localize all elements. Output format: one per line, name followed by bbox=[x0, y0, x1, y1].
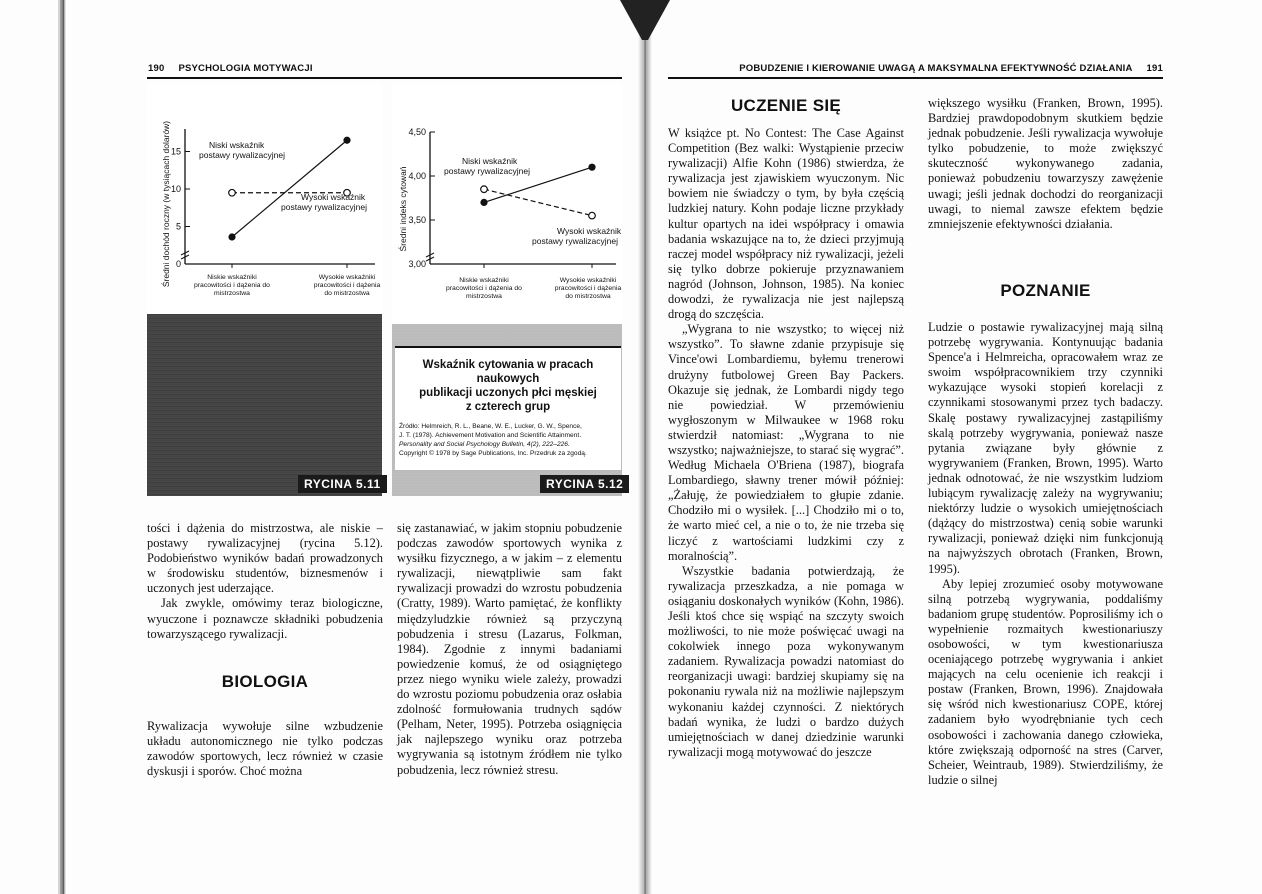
fig511-point-high-1 bbox=[228, 233, 235, 240]
heading-uczenie-sie: UCZENIE SIĘ bbox=[730, 96, 842, 115]
left-page-column-1-biologia bbox=[147, 719, 383, 779]
fig512-low-label-2: postawy rywalizacyjnej bbox=[444, 166, 530, 176]
scan-left-edge bbox=[0, 0, 100, 894]
fig511-xcat1-l1: Niskie wskaźniki bbox=[207, 274, 257, 281]
right-col2-paragraph-2: Aby lepiej zrozumieć osoby motywowane silną potrzebą wygrywania, poddaliśmy badaniom grupę studentów. Poprosiliśmy ich o wypełnienie rozmaitych kwestionariuszy osobowości, w tym kwestionariusza oceniającego potrzebę wygrywania i ankiet mających na celu ocenienie ich reakcji i postaw (Franken, Brown, 1996). Znajdowała się wśród nich kwestionariusz COPE, której zadaniem było wyodrębnianie tych cech osobowości i zachowania danego człowieka, które zwiększają odporność na stres (Carver, Scheier, Weintraub, 1989). Stwierdziliśmy, że ludzie o silnej bbox=[928, 576, 1163, 787]
f511-y-tick-label-1: 10 bbox=[170, 184, 181, 194]
fig512-high-label-1: Wysoki wskaźnik bbox=[557, 226, 622, 236]
fig511-xcat2-l2: pracowitości i dążenia bbox=[313, 282, 381, 289]
left-running-head bbox=[148, 63, 313, 74]
heading-biologia: BIOLOGIA bbox=[221, 672, 309, 691]
right-col1-paragraph-1: W książce pt. No Contest: The Case Against Competition (Bez walki: Wystąpienie przeciw rywalizacji) Alfie Kohn (1986) stwierdza, że rywalizacja jest zjawiskiem wyuczonym. Nic bowiem nie świadczy o tym, by była częścią ludzkiej natury. Kohn podaje liczne przykłady kultur opartych na idei współpracy i omawia badania wskazujące na to, że dzieci przyjmują raczej model współpracy niż rywalizacji, jeżeli się tylko dobrze pokieruje przyznawaniem nagród (Johnson, Johnson, 1985). Na koniec dowodzi, że rywalizacja nie jest najlepszą drogą do szczęścia. bbox=[668, 126, 904, 322]
fig511-xcat2-l1: Wysokie wskaźniki bbox=[318, 274, 376, 281]
f512-y-tick-label-0: 4,50 bbox=[408, 127, 426, 137]
f512-y-tick-label-3: 3,00 bbox=[408, 259, 426, 269]
right-col1-paragraph-2: „Wygrana to nie wszystko; to więcej niż wszystko”. To sławne zdanie przypisuje się Vince'owi Lombardiemu, byłemu trenerowi drużyny futbolowej Green Bay Packers. Okazuje się jednak, że Lombardi nigdy tego nie powiedział. W przemówieniu wygłoszonym w Milwaukee w 1968 roku stwierdził natomiast: „Wygrana to nie wszystko; najważniejsze, to starać się wygrać”. Według Michaela O'Briena (1987), biografa Lombardiego, sławny trener mówił później: „Żałuję, że powiedziałem to głupie zdanie. Chodziło mi o wysiłek. [...] Chodziło mi o to, że warto mieć cel, a nie o to, że nie trzeba się liczyć z wartościami ludzkimi czy z moralnością”. bbox=[668, 322, 904, 563]
left-page-column-2 bbox=[397, 521, 622, 778]
figure-512-caption bbox=[395, 346, 621, 470]
fig511-low-label-2: postawy rywalizacyjnej bbox=[199, 150, 285, 160]
right-page-column-2-intro bbox=[928, 96, 1163, 232]
fig511-y-axis-label: Średni dochód roczny (w tysiącach dolarów) bbox=[161, 120, 171, 288]
fig511-low-label-1: Niski wskaźnik bbox=[209, 140, 265, 150]
right-col2-paragraph-1: Ludzie o postawie rywalizacyjnej mają silną potrzebę wygrywania. Kontynuując badania Spence'a i Helmreicha, opracowałem wraz ze swoim współpracownikiem trzy czynniki wykazujące wysoki stopień korelacji z czynnikami stosowanymi przez tych badaczy. Skalę postawy rywalizacyjnej zastąpiliśmy skalą potrzeby wygrywania, ponieważ nasze pytania związane były głównie z wygrywaniem (Franken, Brown, 1995). Warto jednak odnotować, że nie wszystkim ludziom lubiącym rywalizację zależy na wygrywaniu; niektórzy ludzie o wysokich umiejętnościach (dążący do mistrzostwa) cenią sobie warunki rywalizacji, ponieważ dzięki nim funkcjonują na najwyższych obrotach (Franken, Brown, 1995). bbox=[928, 320, 1163, 576]
right-running-head bbox=[739, 63, 1163, 74]
fig512-high-label-2: postawy rywalizacyjnej bbox=[532, 236, 618, 246]
fig512-y-axis-label: Średni indeks cytowań bbox=[398, 166, 408, 252]
left-running-title: PSYCHOLOGIA MOTYWACJI bbox=[178, 63, 313, 74]
left-col2-paragraph: się zastanawiać, w jakim stopniu pobudzenie podczas zawodów sportowych wynika z wysiłku fizycznego, a w jakim – z elementu rywalizacji, niewątpliwie sam fakt rywalizacji prowadzi do wzrostu pobudzenia (Cratty, 1989). Warto pamiętać, że konflikty międzyludzkie również są przyczyną pobudzenia i stresu (Lazarus, Folkman, 1984). Zgodnie z innymi badaniami powiedzenie komuś, że od osiągniętego przez niego wyniku wiele zależy, prowadzi do wzrostu poziomu pobudzenia oraz osłabia zdolność formułowania trudnych sądów (Pelham, Neter, 1995). Potrzeba osiągnięcia jak najlepszego wyniku oraz potrzeba wygrywania są istotnym źródłem nie tylko pobudzenia, lecz również stresu. bbox=[397, 521, 622, 777]
fig511-point-high-2 bbox=[343, 137, 350, 144]
fig512-source-line-3: Personality and Social Psychology Bulletin, 4(2), 222–226. bbox=[399, 441, 570, 448]
biologia-paragraph: Rywalizacja wywołuje silne wzbudzenie układu autonomicznego nie tylko podczas zawodów sportowych, lecz również w czasie dyskusji i sporów. Choć można bbox=[147, 719, 383, 779]
fig512-xcat2-l3: do mistrzostwa bbox=[565, 293, 611, 300]
fig512-point-low-1 bbox=[480, 199, 487, 206]
left-page-column-1 bbox=[147, 521, 383, 642]
book-spine-shadow bbox=[620, 0, 670, 894]
fig511-xcat1-l3: mistrzostwa bbox=[214, 290, 250, 297]
f512-y-tick-label-2: 3,50 bbox=[408, 215, 426, 225]
fig511-xcat1-l2: pracowitości i dążenia do bbox=[194, 282, 270, 289]
figure-511-chart bbox=[147, 84, 382, 314]
f512-y-tick-label-1: 4,00 bbox=[408, 171, 426, 181]
fig511-xcat2-l3: do mistrzostwa bbox=[324, 290, 370, 297]
fig512-source-line-1: Źródło: Helmreich, R. L., Beane, W. E., Lucker, G. W., Spence, bbox=[399, 423, 582, 430]
left-page-number: 190 bbox=[148, 63, 165, 74]
f511-y-tick-label-3: 0 bbox=[175, 259, 181, 269]
figure-512-chart bbox=[392, 84, 622, 324]
fig512-caption-line-2: publikacji uczonych płci męskiej bbox=[419, 387, 597, 399]
fig512-point-high-1 bbox=[481, 186, 488, 193]
right-running-title: POBUDZENIE I KIEROWANIE UWAGĄ A MAKSYMALNA EFEKTYWNOŚĆ DZIAŁANIA bbox=[739, 63, 1133, 74]
fig512-xcat1-l3: mistrzostwa bbox=[466, 293, 502, 300]
fig512-caption-line-1: Wskaźnik cytowania w pracach naukowych bbox=[422, 359, 594, 385]
fig512-caption-line-3: z czterech grup bbox=[465, 401, 551, 413]
fig512-xcat1-l2: pracowitości i dążenia do bbox=[446, 285, 522, 292]
right-page-column-1 bbox=[668, 126, 904, 760]
figure-512-label: RYCINA 5.12 bbox=[540, 475, 629, 493]
fig511-high-label-1: Wysoki wskaźnik bbox=[301, 192, 366, 202]
fig512-xcat2-l1: Wysokie wskaźniki bbox=[559, 277, 617, 284]
fig512-point-low-2 bbox=[588, 164, 595, 171]
right-col2-intro: większego wysiłku (Franken, Brown, 1995). Bardziej prawdopodobnym skutkiem będzie jednak pobudzenie. Jeśli rywalizacja wywołuje tylko pobudzenie, to może zwiększyć skuteczność wykonywanego zadania, ponieważ pobudzeniu towarzyszy zawężenie uwagi; jeśli jednak dochodzi do reorganizacji uwagi, to niemal zawsze efektem będzie zmniejszenie efektywności działania. bbox=[928, 96, 1163, 231]
fig512-xcat2-l2: pracowitości i dążenia bbox=[554, 285, 622, 292]
left-head-rule bbox=[147, 77, 622, 79]
fig511-high-label-2: postawy rywalizacyjnej bbox=[281, 202, 367, 212]
f511-y-tick-label-0: 15 bbox=[170, 146, 181, 157]
right-head-rule bbox=[668, 77, 1163, 79]
fig511-point-low-1 bbox=[229, 189, 236, 196]
fig512-source-line-2: J. T. (1978). Achievement Motivation and Scientific Attainment. bbox=[399, 432, 582, 439]
right-page-column-2 bbox=[928, 320, 1163, 788]
heading-poznanie: POZNANIE bbox=[1000, 281, 1091, 300]
left-col1-paragraph-2: Jak zwykle, omówimy teraz biologiczne, wyuczone i poznawcze składniki pobudzenia towarzyszącego rywalizacji. bbox=[147, 596, 383, 641]
fig512-point-high-2 bbox=[589, 212, 596, 219]
fig512-source-line-4: Copyright © 1978 by Sage Publications, Inc. Przedruk za zgodą. bbox=[399, 450, 587, 457]
figure-511-label: RYCINA 5.11 bbox=[298, 475, 387, 493]
fig512-low-label-1: Niski wskaźnik bbox=[462, 156, 518, 166]
fig512-xcat1-l1: Niskie wskaźniki bbox=[459, 277, 509, 284]
right-col1-paragraph-3: Wszystkie badania potwierdzają, że rywalizacja przeszkadza, a nie pomaga w osiąganiu doskonałych wyników (Kohn, 1986). Jeśli ktoś chce się wspiąć na szczyty swoich możliwości, to nie może poświęcać uwagi na cokolwiek innego poza wykonywanym zadaniem. Rywalizacja powadzi natomiast do reorganizacji uwagi: bardziej skupiamy się na pokonaniu rywala niż na możliwie najlepszym wykonaniu każdej czynności. Z niektórych badań wynika, że ludzi o bardzo dużych umiejętnościach w danej dziedzinie warunki rywalizacji mogą motywować do jeszcze bbox=[668, 563, 904, 759]
right-page-number: 191 bbox=[1146, 63, 1163, 74]
left-col1-paragraph-1: tości i dążenia do mistrzostwa, ale niskie – postawy rywalizacyjnej (rycina 5.12). Podobieństwo wyników badań prowadzonych w środowisku studentów, biznesmenów i uczonych jest uderzające. bbox=[147, 521, 383, 596]
f511-y-tick-label-2: 5 bbox=[175, 221, 181, 232]
